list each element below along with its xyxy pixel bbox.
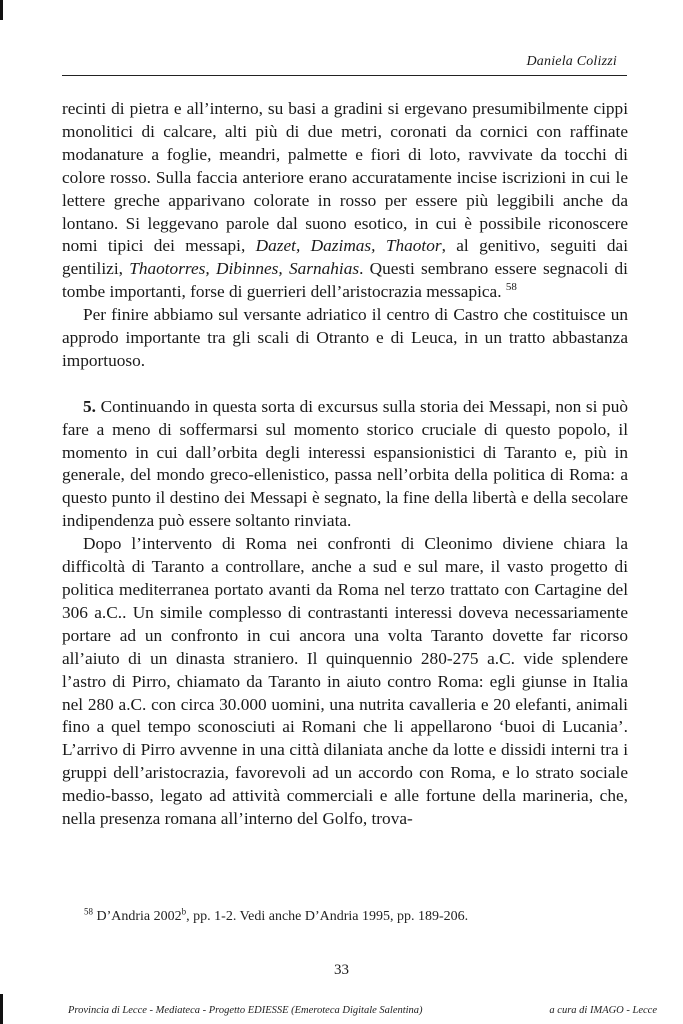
paragraph-1-text-b: , al genitivo, seguiti dai gentilizi,	[62, 236, 628, 279]
footnote-text-b: , pp. 1-2. Vedi anche D’Andria 1995, pp. 189-206.	[186, 909, 469, 924]
footnote-superscript: b	[181, 906, 187, 917]
page-number: 33	[334, 962, 349, 978]
scan-edge-mark-bottom	[0, 994, 3, 1024]
footnote-text-a: D’Andria 2002	[93, 909, 182, 924]
footer-credit-right: a cura di IMAGO - Lecce	[549, 1005, 657, 1016]
footer-credit-left: Provincia di Lecce - Mediateca - Progetto EDIESSE (Emeroteca Digitale Salentina)	[68, 1005, 423, 1016]
messapic-names: Dazet, Dazimas, Thaotor	[255, 236, 442, 256]
paragraph-1	[62, 98, 628, 304]
footnote-reference-58: 58	[505, 281, 517, 294]
messapic-gentilicia: Thaotorres, Dibinnes, Sarnahias	[129, 259, 360, 279]
scan-edge-mark-top	[0, 0, 3, 20]
running-header-author: Daniela Colizzi	[526, 54, 617, 69]
section-number: 5.	[83, 396, 96, 416]
paragraph-2: Per finire abbiamo sul versante adriatico il centro di Castro che costituisce un approdo importante tra gli scali di Otranto e di Leuca, in un tratto abbastanza importuoso.	[62, 305, 628, 370]
paragraph-3-section-5	[62, 396, 628, 533]
footnote-58	[84, 906, 469, 925]
paragraph-3-text: Continuando in questa sorta di excursus sulla storia dei Messapi, non si può fare a meno di soffermarsi sul momento storico cruciale di questo popolo, il momento in cui dall’orbita degli interessi espansionistici di Taranto e, più in generale, del mondo greco-ellenistico, passa nell’orbita della politica di Roma: a questo punto il destino dei Messapi è segnato, la fine della libertà e della secolare indipendenza può essere soltanto rinviata.	[62, 396, 628, 531]
paragraph-1-text-a: recinti di pietra e all’interno, su basi a gradini si ergevano presumibilmente cippi monolitici di calcare, alti più di due metri, coronati da cornici con raffinate modanature a foglie, meandri, palmette e fiori di loto, ravvivate da tocchi di colore rosso. Sulla faccia anteriore erano accuratamente incise iscrizioni in cui le lettere greche apparivano colorate in rosso per essere più leggibili anche da lontano. Si leggevano parole dal suono esotico, in cui è possibile riconoscere nomi tipici dei messapi,	[62, 99, 628, 256]
paragraph-1-text-c: . Questi sembrano essere segnacoli di tombe importanti, forse di guerrieri dell’aristocrazia messapica.	[62, 259, 628, 302]
header-rule	[62, 75, 627, 76]
footnote-number: 58	[84, 906, 93, 917]
paragraph-4: Dopo l’intervento di Roma nei confronti di Cleonimo diviene chiara la difficoltà di Taranto a controllare, anche a sud e sul mare, il vasto progetto di politica mediterranea portato avanti da Roma nel terzo trattato con Cartagine del 306 a.C.. Un simile complesso di contrastanti interessi doveva necessariamente portare ad un confronto in cui ancora una volta Taranto dovette far ricorso all’aiuto di un dinasta straniero. Il quinquennio 280-275 a.C. vide splendere l’astro di Pirro, chiamato da Taranto in aiuto contro Roma: egli giunse in Italia nel 280 a.C. con circa 30.000 uomini, una nutrita cavalleria e 20 elefanti, animali fino a quel tempo sconosciuti ai Romani che li appellarono ‘buoi di Lucania’. L’arrivo di Pirro avvenne in una città dilaniata anche da lotte e dissidi interni tra i gruppi dell’aristocrazia, favorevoli ad un accordo con Roma, e lo strato sociale medio-basso, legato ad attività commerciali e alle fortune della marineria, che, nella presenza romana all’interno del Golfo, trova-	[62, 534, 628, 829]
body-text	[62, 98, 628, 831]
